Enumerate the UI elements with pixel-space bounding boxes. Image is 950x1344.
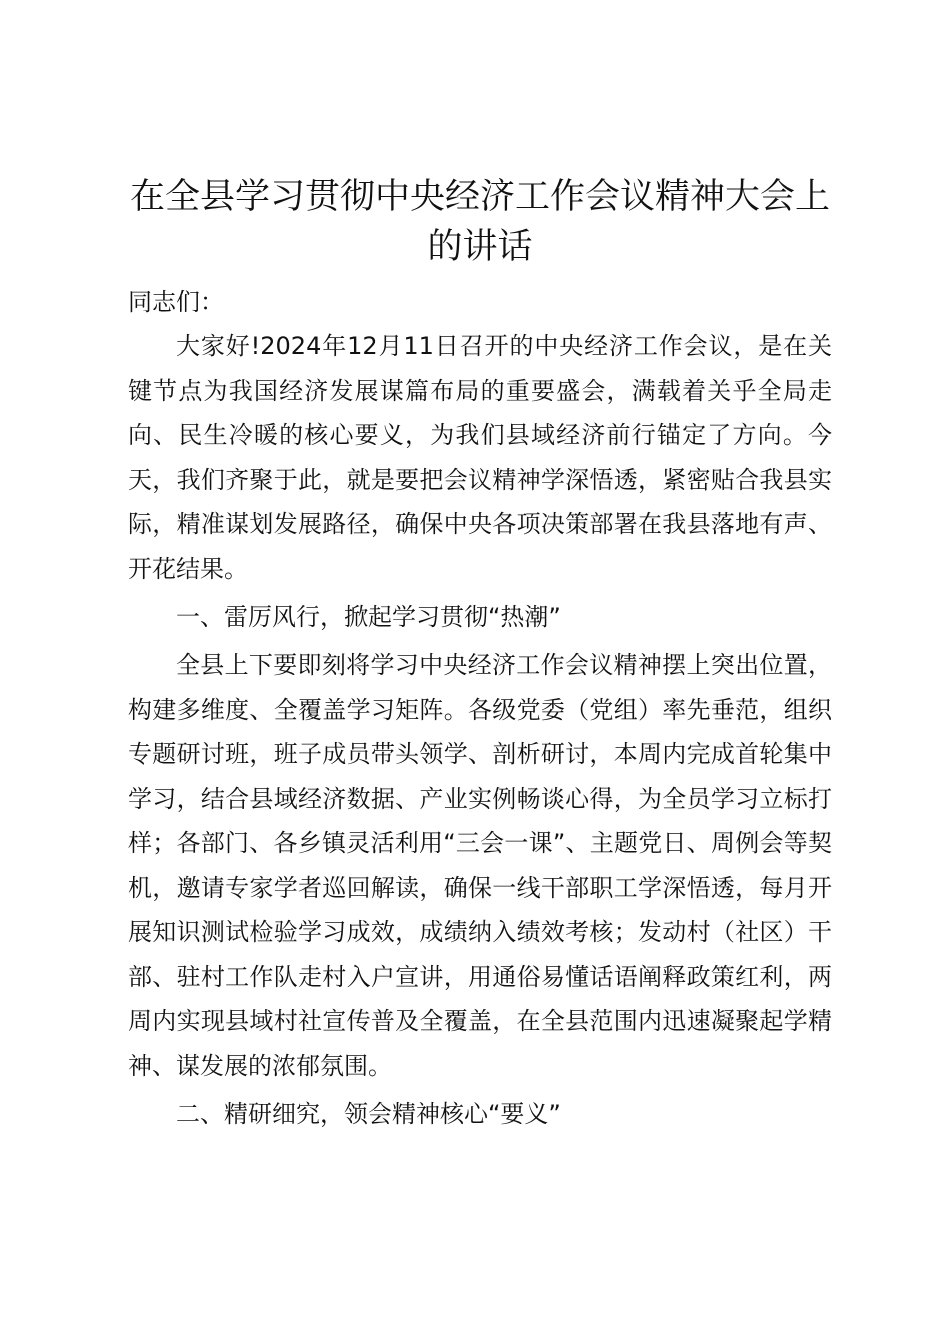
title-line-1: 在全县学习贯彻中央经济工作会议精神大会上 (129, 177, 830, 217)
salutation: 同志们： (128, 288, 224, 316)
title-line-2: 的讲话 (427, 227, 533, 267)
document-title (128, 172, 832, 272)
document-body (128, 172, 832, 1140)
section-2-heading: 二、精研细究，领会精神核心“要义” (176, 1100, 561, 1128)
section-1-heading: 一、雷厉风行，掀起学习贯彻“热潮” (176, 603, 561, 631)
intro-paragraph: 大家好!2024年12月11日召开的中央经济工作会议，是在关键节点为我国经济发展谋篇布局的重要盛会，满载着关乎全局走向、民生冷暖的核心要义，为我们县域经济前行锚定了方向。今天，我们齐聚于此，就是要把会议精神学深悟透，紧密贴合我县实际，精准谋划发展路径，确保中央各项决策部署在我县落地有声、开花结果。 (128, 332, 832, 583)
section-1-paragraph: 全县上下要即刻将学习中央经济工作会议精神摆上突出位置，构建多维度、全覆盖学习矩阵。各级党委（党组）率先垂范，组织专题研讨班，班子成员带头领学、剖析研讨，本周内完成首轮集中学习，结合县域经济数据、产业实例畅谈心得，为全员学习立标打样；各部门、各乡镇灵活利用“三会一课”、主题党日、周例会等契机，邀请专家学者巡回解读，确保一线干部职工学深悟透，每月开展知识测试检验学习成效，成绩纳入绩效考核；发动村（社区）干部、驻村工作队走村入户宣讲，用通俗易懂话语阐释政策红利，两周内实现县域村社宣传普及全覆盖，在全县范围内迅速凝聚起学精神、谋发展的浓郁氛围。 (128, 651, 832, 1080)
